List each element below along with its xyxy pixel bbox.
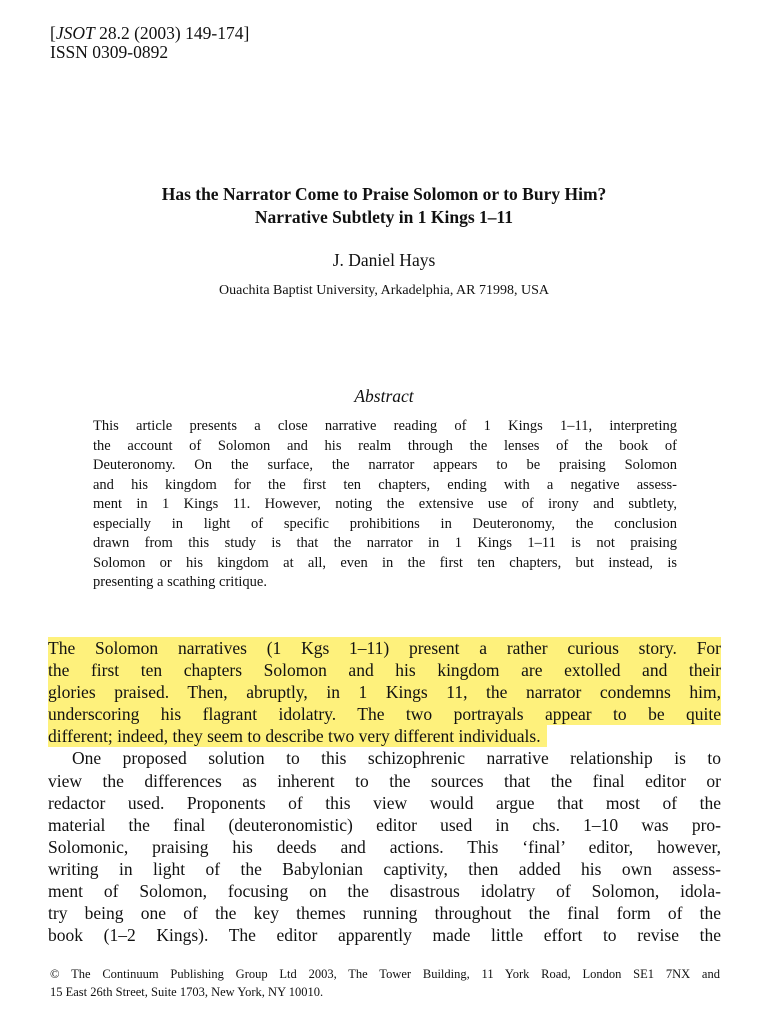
author-name: J. Daniel Hays — [332, 250, 436, 270]
abstract-line: Solomon or his kingdom at all, even in the first ten chapters, but instead, is — [93, 554, 677, 571]
abstract-line: ment in 1 Kings 11. However, noting the extensive use of irony and subtlety, — [93, 496, 677, 512]
highlighted-line: The Solomon narratives (1 Kgs 1–11) present a rather curious story. For — [48, 638, 721, 658]
abstract-line: Deuteronomy. On the surface, the narrator appears to be praising Solomon — [93, 457, 677, 473]
body-line: book (1–2 Kings). The editor apparently made little effort to revise the — [48, 925, 721, 946]
highlighted-paragraph — [48, 637, 721, 747]
highlighted-line: underscoring his flagrant idolatry. The two portrayals appear to be quite — [48, 704, 721, 725]
body-line: ment of Solomon, focusing on the disastrous idolatry of Solomon, idola- — [48, 881, 721, 902]
body-line: try being one of the key themes running throughout the final form of the — [48, 903, 721, 924]
abstract-line: especially in light of specific prohibitions in Deuteronomy, the conclusion — [93, 515, 677, 532]
body-line: One proposed solution to this schizophrenic narrative relationship is to — [72, 748, 721, 769]
journal-name: JSOT — [55, 23, 95, 43]
body-line: redactor used. Proponents of this view would argue that most of the — [48, 792, 721, 813]
body-text — [48, 637, 721, 946]
body-line: view the differences as inherent to the sources that the final editor or — [48, 770, 721, 791]
citation-line: [JSOT 28.2 (2003) 149-174] — [50, 23, 250, 43]
abstract-heading: Abstract — [354, 386, 414, 406]
body-line: material the final (deuteronomistic) editor used in chs. 1–10 was pro- — [48, 814, 721, 835]
abstract-line: the account of Solomon and his realm through the lenses of the book of — [93, 437, 677, 454]
body-paragraph — [48, 747, 721, 946]
footer-line: © The Continuum Publishing Group Ltd 2003, The Tower Building, 11 York Road, London SE1 7NX and — [50, 967, 720, 981]
subtitle-line: Narrative Subtlety in 1 Kings 1–11 — [254, 207, 514, 227]
abstract-text — [93, 417, 677, 593]
abstract-line: This article presents a close narrative reading of 1 Kings 1–11, interpreting — [93, 418, 677, 434]
issn-line: ISSN 0309-0892 — [50, 42, 169, 62]
article-title — [0, 183, 768, 229]
footer-line: 15 East 26th Street, Suite 1703, New York, NY 10010. — [50, 985, 324, 999]
copyright-footer — [50, 965, 720, 1001]
title-line: Has the Narrator Come to Praise Solomon or to Bury Him? — [161, 184, 607, 204]
author-affiliation: Ouachita Baptist University, Arkadelphia, AR 71998, USA — [219, 283, 549, 298]
highlighted-line: the first ten chapters Solomon and his kingdom are extolled and their — [48, 660, 721, 681]
abstract-line: drawn from this study is that the narrator in 1 Kings 1–11 is not praising — [93, 535, 677, 551]
abstract-line: and his kingdom for the first ten chapters, ending with a negative assess- — [93, 476, 677, 493]
body-line: Solomonic, praising his deeds and actions. This ‘final’ editor, however, — [48, 836, 721, 857]
body-line: writing in light of the Babylonian captivity, then added his own assess- — [48, 858, 721, 879]
highlighted-line: glories praised. Then, abruptly, in 1 Kings 11, the narrator condemns him, — [48, 682, 721, 703]
citation-header — [50, 24, 249, 62]
abstract-line: presenting a scathing critique. — [93, 574, 267, 590]
highlighted-line: different; indeed, they seem to describe two very different individuals. — [48, 725, 547, 747]
